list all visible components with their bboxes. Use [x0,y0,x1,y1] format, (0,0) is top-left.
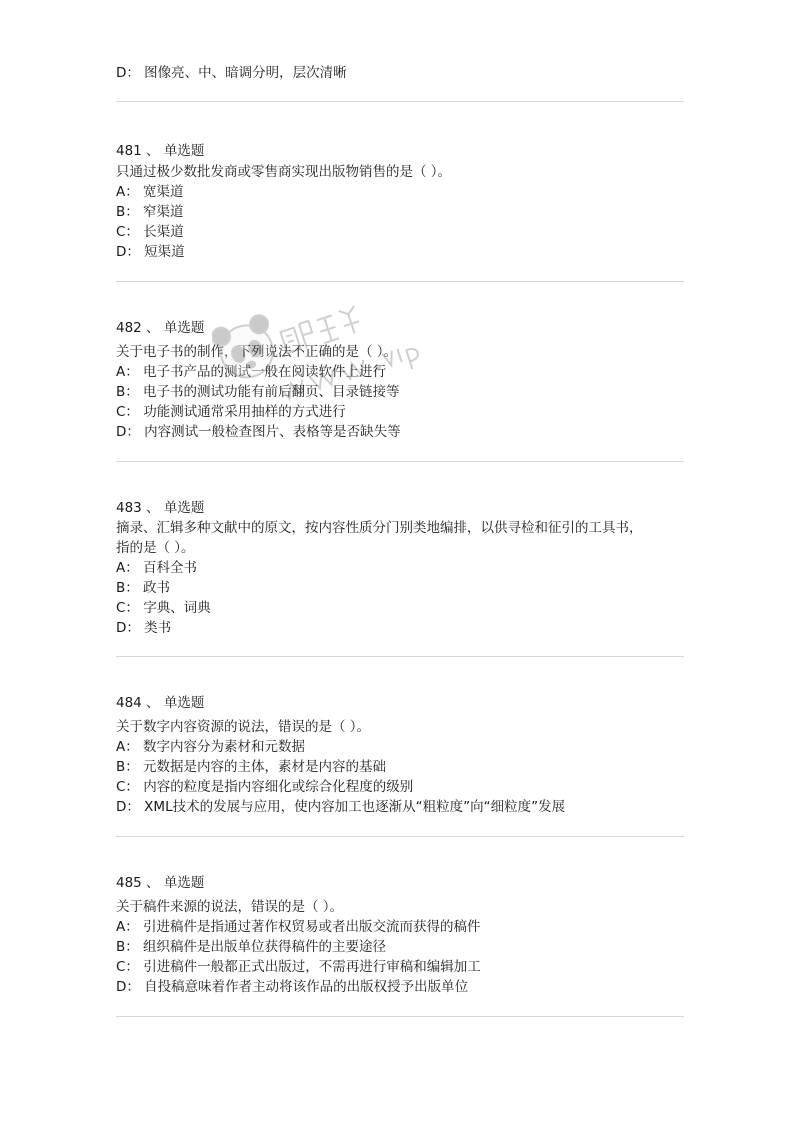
question-separator [116,836,684,837]
question-header-481: 481 、 单选题 [116,143,205,159]
question-separator [116,101,684,102]
option-b-482: B： 电子书的测试功能有前后翻页、目录链接等 [116,384,400,400]
option-b-485: B： 组织稿件是出版单位获得稿件的主要途径 [116,939,387,955]
question-stem-482: 关于电子书的制作，下列说法不正确的是（ ）。 [116,344,398,360]
option-c-481: C： 长渠道 [116,224,184,240]
question-separator [116,1016,684,1017]
option-d-483: D： 类书 [116,620,172,636]
question-header-483: 483 、 单选题 [116,500,205,516]
question-stem-483-cont: 指的是（ ）。 [116,540,195,556]
option-d-482: D： 内容测试一般检查图片、表格等是否缺失等 [116,424,401,440]
option-b-481: B： 窄渠道 [116,204,184,220]
question-stem-483: 摘录、汇辑多种文献中的原文，按内容性质分门别类地编排，以供寻检和征引的工具书， [116,520,643,536]
option-c-484: C： 内容的粒度是指内容细化或综合化程度的级别 [116,779,414,795]
option-a-482: A： 电子书产品的测试一般在阅读软件上进行 [116,364,387,380]
option-a-481: A： 宽渠道 [116,184,184,200]
option-a-483: A： 百科全书 [116,560,198,576]
option-d-481: D： 短渠道 [116,244,185,260]
option-d-484: D： XML技术的发展与应用，使内容加工也逐渐从“粗粒度”向“细粒度”发展 [116,799,566,815]
option-c-482: C： 功能测试通常采用抽样的方式进行 [116,404,346,420]
option-b-484: B： 元数据是内容的主体，素材是内容的基础 [116,759,387,775]
question-header-482: 482 、 单选题 [116,320,205,336]
question-header-484: 484 、 单选题 [116,695,205,711]
option-a-485: A： 引进稿件是指通过著作权贸易或者出版交流而获得的稿件 [116,919,481,935]
option-a-484: A： 数字内容分为素材和元数据 [116,739,306,755]
question-separator [116,656,684,657]
option-c-485: C： 引进稿件一般都正式出版过，不需再进行审稿和编辑加工 [116,959,481,975]
option-c-483: C： 字典、词典 [116,600,211,616]
question-stem-484: 关于数字内容资源的说法，错误的是（ ）。 [116,719,371,735]
question-separator [116,281,684,282]
option-b-483: B： 政书 [116,580,171,596]
option-d-485: D： 自投稿意味着作者主动将该作品的出版权授予出版单位 [116,979,469,995]
question-stem-481: 只通过极少数批发商或零售商实现出版物销售的是（ ）。 [116,164,452,180]
prev-option-d: D： 图像亮、中、暗调分明，层次清晰 [116,65,347,81]
question-header-485: 485 、 单选题 [116,875,205,891]
question-stem-485: 关于稿件来源的说法，错误的是（ ）。 [116,899,344,915]
question-separator [116,461,684,462]
